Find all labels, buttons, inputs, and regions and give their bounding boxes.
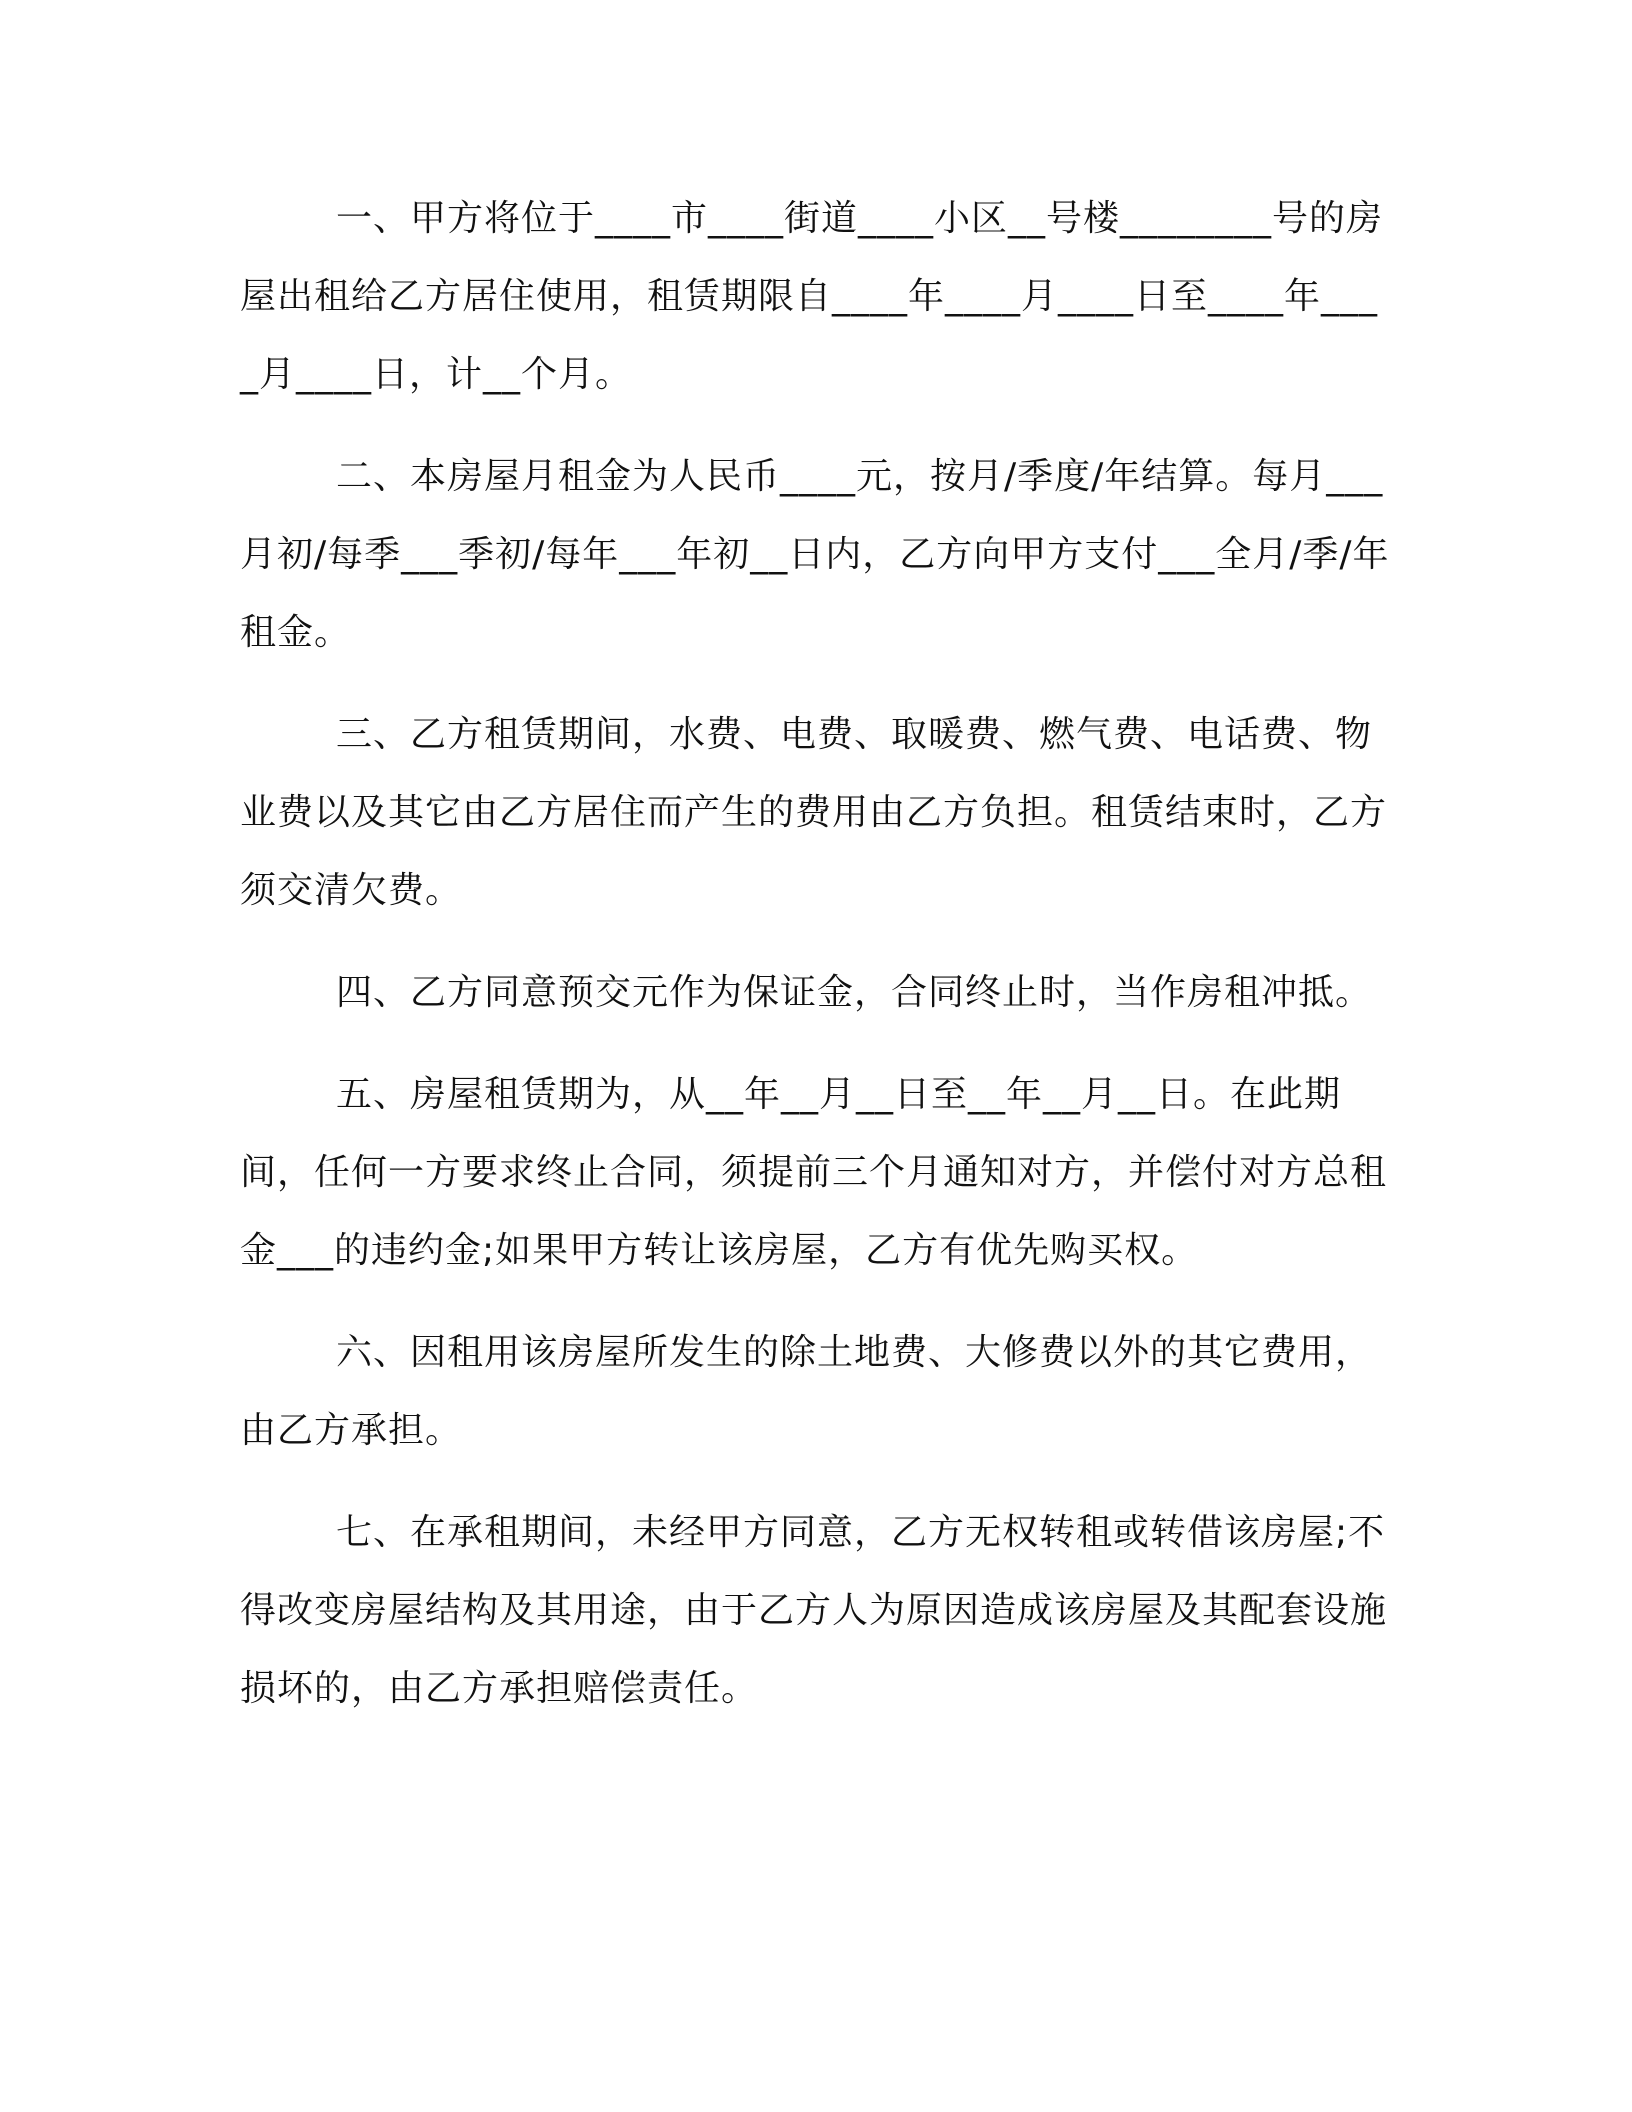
clause-6: 六、因租用该房屋所发生的除土地费、大修费以外的其它费用，由乙方承担。 xyxy=(240,1332,1373,1451)
clause-4: 四、乙方同意预交元作为保证金，合同终止时，当作房租冲抵。 xyxy=(336,972,1373,1013)
clause-3: 三、乙方租赁期间，水费、电费、取暖费、燃气费、电话费、物业费以及其它由乙方居住而产生的费用由乙方负担。租赁结束时，乙方须交清欠费。 xyxy=(240,714,1388,911)
document-body xyxy=(240,180,1390,1752)
clause-2: 二、本房屋月租金为人民币____元，按月/季度/年结算。每月___月初/每季___季初/每年___年初__日内，乙方向甲方支付___全月/季/年租金。 xyxy=(240,456,1390,653)
clause-7: 七、在承租期间，未经甲方同意，乙方无权转租或转借该房屋;不得改变房屋结构及其用途，由于乙方人为原因造成该房屋及其配套设施损坏的，由乙方承担赔偿责任。 xyxy=(240,1512,1388,1709)
clause-1: 一、甲方将位于____市____街道____小区__号楼________号的房屋出租给乙方居住使用，租赁期限自____年____月____日至____年____月____日，计__个月。 xyxy=(240,198,1384,395)
clause-5: 五、房屋租赁期为，从__年__月__日至__年__月__日。在此期间，任何一方要求终止合同，须提前三个月通知对方，并偿付对方总租金___的违约金;如果甲方转让该房屋，乙方有优先购买权。 xyxy=(240,1074,1388,1271)
